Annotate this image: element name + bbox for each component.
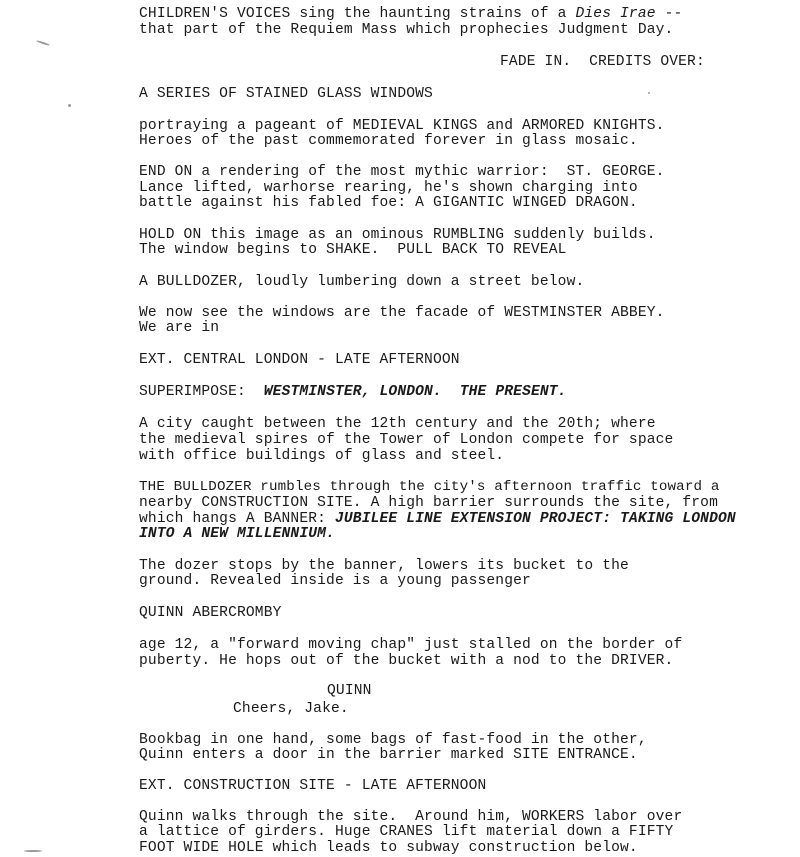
action-line: battle against his fabled foe: A GIGANTIC WINGED DRAGON. <box>139 195 638 211</box>
intro-line-1: CHILDREN'S VOICES sing the haunting strains of a Dies Irae -- <box>139 6 683 22</box>
action-line: A BULLDOZER, loudly lumbering down a street below. <box>139 274 585 290</box>
action-line: Quinn walks through the site. Around him, WORKERS labor over <box>139 809 683 825</box>
scene-heading: EXT. CONSTRUCTION SITE - LATE AFTERNOON <box>139 778 487 794</box>
action-line: with office buildings of glass and steel. <box>139 448 505 464</box>
action-line: HOLD ON this image as an ominous RUMBLING suddenly builds. <box>139 227 656 243</box>
action-line: ground. Revealed inside is a young passenger <box>139 573 531 589</box>
action-line: We are in <box>139 320 220 336</box>
action-line: nearby CONSTRUCTION SITE. A high barrier surrounds the site, from <box>139 495 718 511</box>
banner-line: INTO A NEW MILLENNIUM. <box>139 526 335 542</box>
action-line: age 12, a "forward moving chap" just stalled on the border of <box>139 637 683 653</box>
transition-fade-in: FADE IN. CREDITS OVER: <box>500 54 705 70</box>
action-line: The dozer stops by the banner, lowers its bucket to the <box>139 558 629 574</box>
action-line: Quinn enters a door in the barrier marked SITE ENTRANCE. <box>139 747 638 763</box>
scan-speck <box>24 850 42 852</box>
action-line: A city caught between the 12th century and the 20th; where <box>139 416 656 432</box>
banner-line: which hangs A BANNER: JUBILEE LINE EXTENSION PROJECT: TAKING LONDON <box>139 511 736 527</box>
action-line: FOOT WIDE HOLE which leads to subway construction below. <box>139 840 638 856</box>
dialogue-line: Cheers, Jake. <box>233 701 349 717</box>
scene-heading: EXT. CENTRAL LONDON - LATE AFTERNOON <box>139 352 460 368</box>
action-line: THE BULLDOZER rumbles through the city's afternoon traffic toward a <box>139 479 720 495</box>
scan-speck <box>648 92 650 94</box>
action-line: Lance lifted, warhorse rearing, he's shown charging into <box>139 180 638 196</box>
action-line: portraying a pageant of MEDIEVAL KINGS and ARMORED KNIGHTS. <box>139 118 665 134</box>
action-line: puberty. He hops out of the bucket with a nod to the DRIVER. <box>139 653 674 669</box>
action-line: Bookbag in one hand, some bags of fast-food in the other, <box>139 732 647 748</box>
scan-speck <box>68 104 71 107</box>
character-intro: QUINN ABERCROMBY <box>139 605 282 621</box>
windows-heading: A SERIES OF STAINED GLASS WINDOWS <box>139 86 433 102</box>
scan-speck <box>36 40 50 46</box>
superimpose-line: SUPERIMPOSE: WESTMINSTER, LONDON. THE PRESENT. <box>139 384 567 400</box>
intro-line-2: that part of the Requiem Mass which prophecies Judgment Day. <box>139 22 674 38</box>
action-line: Heroes of the past commemorated forever in glass mosaic. <box>139 133 638 149</box>
action-line: the medieval spires of the Tower of London compete for space <box>139 432 674 448</box>
action-line: We now see the windows are the facade of WESTMINSTER ABBEY. <box>139 305 665 321</box>
action-line: END ON a rendering of the most mythic warrior: ST. GEORGE. <box>139 164 665 180</box>
action-line: a lattice of girders. Huge CRANES lift material down a FIFTY <box>139 824 674 840</box>
dialogue-character-name: QUINN <box>327 683 372 699</box>
action-line: The window begins to SHAKE. PULL BACK TO REVEAL <box>139 242 567 258</box>
